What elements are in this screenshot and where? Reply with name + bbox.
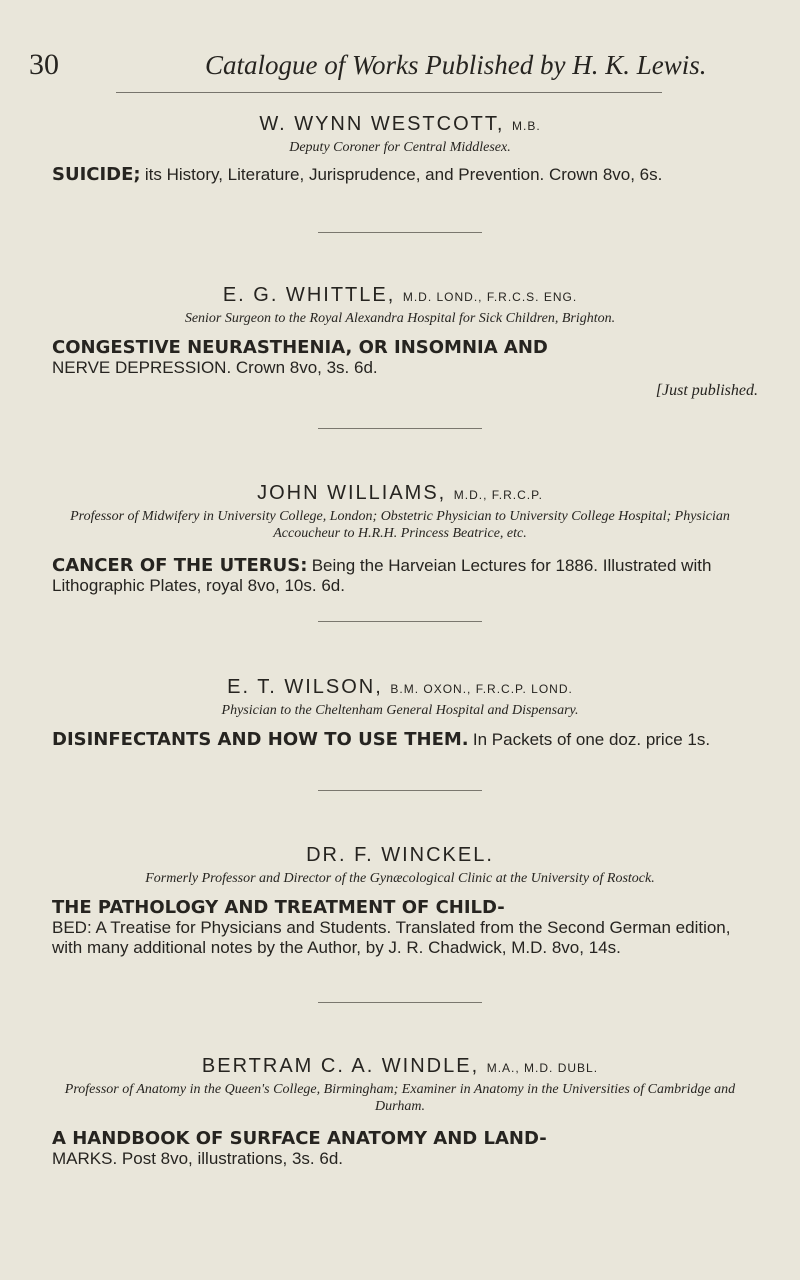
work-title: DISINFECTANTS AND HOW TO USE THEM. (52, 729, 469, 750)
author-affiliation: Senior Surgeon to the Royal Alexandra Hospital for Sick Children, Brighton. (184, 311, 616, 326)
author-name: DR. F. WINCKEL. (306, 844, 494, 866)
work-title: A HANDBOOK OF SURFACE ANATOMY AND LAND- (52, 1128, 547, 1149)
author-degrees: B.M. OXON., F.R.C.P. LOND. (390, 682, 573, 696)
work-listing (52, 730, 760, 750)
author-affiliation: Professor of Anatomy in the Queen's College, Birmingham; Examiner in Anatomy in the Universities of Cambridge and Durham. (64, 1082, 736, 1114)
work-description: Being the Harveian Lectures for 1886. Illustrated with Lithographic Plates, royal 8vo, 10s. 6d. (52, 556, 712, 595)
entry-divider (318, 428, 482, 429)
publication-note: [Just published. (655, 382, 758, 399)
work-description: BED: A Treatise for Physicians and Students. Translated from the Second German edition, with many additional notes by the Author, by J. R. Chadwick, M.D. 8vo, 14s. (52, 918, 731, 957)
work-title: CONGESTIVE NEURASTHENIA, OR INSOMNIA AND (52, 337, 548, 358)
work-listing (52, 165, 760, 185)
author-affiliation: Professor of Midwifery in University College, London; Obstetric Physician to University College Hospital; Physician Accoucheur to H.R.H. Princess Beatrice, etc. (70, 509, 730, 541)
entry-divider (318, 1002, 482, 1003)
header-rule (116, 92, 662, 93)
entry-divider (318, 621, 482, 622)
author-name: BERTRAM C. A. WINDLE, M.A., M.D. DUBL. (201, 1055, 599, 1077)
entry-divider (318, 790, 482, 791)
work-description: its History, Literature, Jurisprudence, and Prevention. Crown 8vo, 6s. (144, 165, 663, 184)
author-name: W. WYNN WESTCOTT, M.B. (259, 113, 541, 135)
work-listing (52, 898, 760, 958)
page-number: 30 (29, 48, 59, 81)
work-listing (52, 1129, 760, 1169)
author-affiliation: Physician to the Cheltenham General Hospital and Dispensary. (221, 703, 579, 718)
running-title: Catalogue of Works Published by H. K. Lewis. (205, 50, 707, 80)
work-title: CANCER OF THE UTERUS: (52, 555, 308, 576)
work-listing (52, 338, 760, 378)
author-degrees: M.A., M.D. DUBL. (486, 1061, 599, 1075)
page-header (0, 38, 800, 98)
author-name: E. T. WILSON, B.M. OXON., F.R.C.P. LOND. (227, 676, 573, 698)
author-degrees: M.B. (511, 119, 541, 133)
entry-divider (318, 232, 482, 233)
work-listing (52, 556, 760, 596)
work-title: SUICIDE; (52, 164, 141, 185)
work-description: NERVE DEPRESSION. Crown 8vo, 3s. 6d. (52, 358, 378, 377)
author-degrees: M.D., F.R.C.P. (453, 488, 543, 502)
work-title: THE PATHOLOGY AND TREATMENT OF CHILD- (52, 897, 505, 918)
author-name: E. G. WHITTLE, M.D. LOND., F.R.C.S. ENG. (222, 284, 578, 306)
author-affiliation: Deputy Coroner for Central Middlesex. (289, 140, 511, 155)
work-description: In Packets of one doz. price 1s. (472, 730, 711, 749)
author-name: JOHN WILLIAMS, M.D., F.R.C.P. (257, 482, 543, 504)
author-degrees: M.D. LOND., F.R.C.S. ENG. (402, 290, 578, 304)
author-affiliation: Formerly Professor and Director of the Gynæcological Clinic at the University of Rostock. (145, 871, 655, 886)
work-description: MARKS. Post 8vo, illustrations, 3s. 6d. (52, 1149, 344, 1168)
